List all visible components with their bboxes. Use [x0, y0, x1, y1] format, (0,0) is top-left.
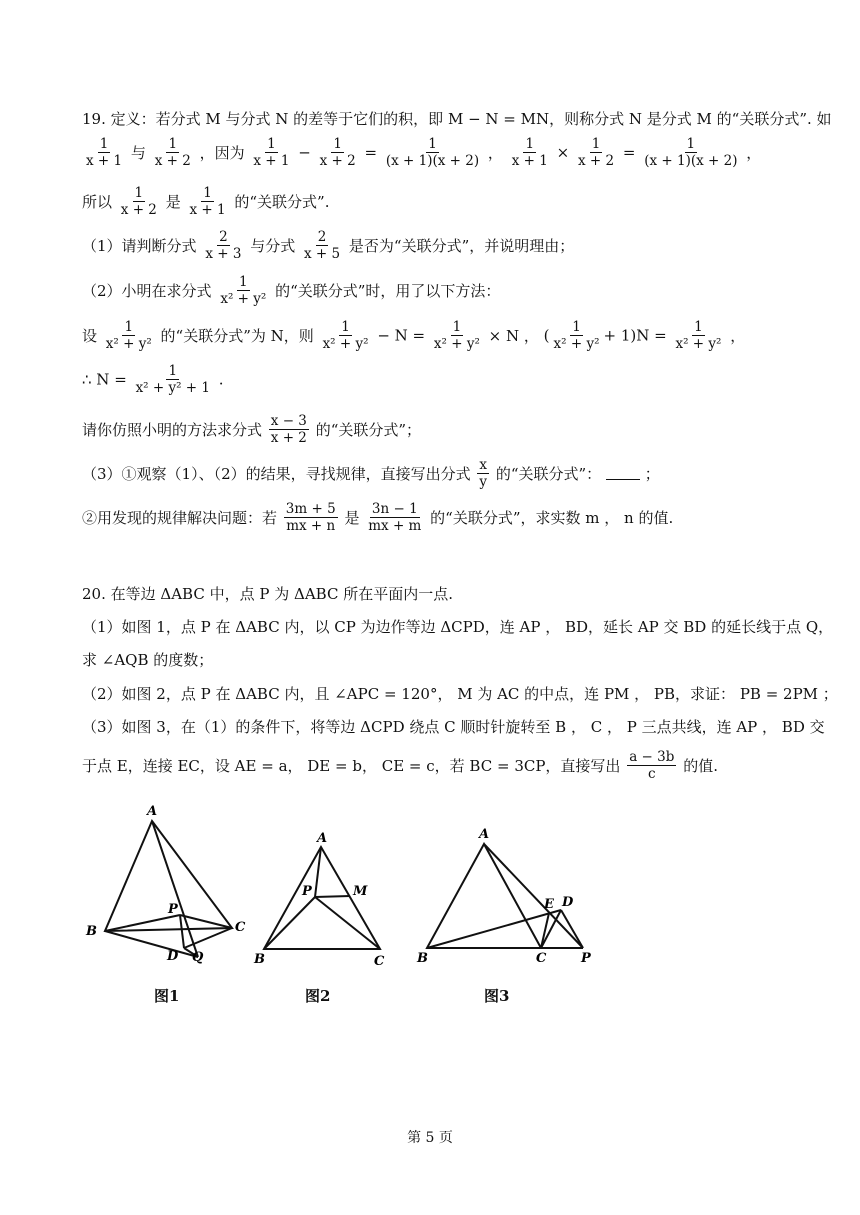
fraction: $\frac{1}{x + 1}$ — [189, 185, 226, 219]
fraction: $\frac{1}{x + 1}$ — [511, 136, 548, 170]
q19-therefore: ∴ N = $\frac{1}{\text{x² + y² + 1}}$ . — [82, 363, 224, 397]
q19-so-line: 所以 $\frac{1}{x + 2}$ 是 $\frac{1}{x + 1}$ 的“关联分式”. — [82, 185, 330, 219]
fraction: $\frac{x}{y}$ — [479, 457, 488, 491]
fraction: $\frac{1}{(x + 1)(x + 2)}$ — [385, 136, 480, 170]
fig1-label-p: P — [168, 902, 178, 917]
fig1-label-a: A — [147, 804, 158, 819]
fraction: $\frac{1}{\text{x² + y²}}$ — [105, 319, 152, 353]
fraction: $\frac{1}{x + 2}$ — [319, 136, 356, 170]
fig3-label-c: C — [536, 951, 547, 966]
fraction: $\frac{1}{\text{x² + y²}}$ — [322, 319, 369, 353]
fraction: $\frac{3n - 1}{mx + m}$ — [368, 501, 422, 535]
fraction: $\frac{1}{x + 2}$ — [120, 185, 157, 219]
page-number: 第 5 页 — [407, 1130, 453, 1146]
q20-part3b: 于点 E，连接 EC，设 AE = a， DE = b， CE = c，若 BC = 3CP，直接写出 $\frac{a - 3b}{c}$ 的值. — [82, 749, 718, 783]
fraction: $\frac{1}{x + 2}$ — [154, 136, 191, 170]
q19-part3b: ②用发现的规律解决问题：若 $\frac{3m + 5}{mx + n}$ 是 $\frac{3n - 1}{mx + m}$ 的“关联分式”，求实数 m ， n 的值. — [82, 501, 674, 535]
q19-imitate: 请你仿照小明的方法求分式 $\frac{x - 3}{x + 2}$ 的“关联分式”； — [82, 413, 422, 447]
fraction: $\frac{1}{\text{x² + y²}}$ — [220, 274, 267, 308]
fig3-label-p: P — [581, 951, 591, 966]
figure-3-caption: 图3 — [484, 987, 510, 1005]
fraction: $\frac{3m + 5}{mx + n}$ — [285, 501, 336, 535]
fraction: $\frac{1}{x + 1}$ — [253, 136, 290, 170]
fig3-label-a: A — [479, 827, 490, 842]
fraction: $\frac{1}{\text{x² + y² + 1}}$ — [135, 363, 211, 397]
q19-part2: （2）小明在求分式 $\frac{1}{\text{x² + y²}}$ 的“关联分式”时，用了以下方法： — [82, 274, 501, 308]
fig3-label-b: B — [417, 951, 428, 966]
q20-part2: （2）如图 2，点 P 在 ΔABC 内，且 ∠APC = 120°， M 为 AC 的中点，连 PM ， PB，求证： PB = 2PM ； — [82, 685, 838, 703]
fraction: $\frac{1}{\text{x² + y²}}$ — [675, 319, 722, 353]
fraction: $\frac{1}{(x + 1)(x + 2)}$ — [644, 136, 738, 170]
figure-3-diagram — [405, 820, 605, 970]
fig3-label-d: D — [562, 895, 574, 910]
figure-1-diagram — [80, 795, 250, 975]
fig1-label-d: D — [167, 949, 179, 964]
q19-set-line: 设 $\frac{1}{\text{x² + y²}}$ 的“关联分式”为 N，则 $\frac{1}{\text{x² + y²}}$ − N = $\frac{1}{\text{x² + y²}}$ × N ， ( $\frac{1}{\text{x² + y²}}$ + 1)N = $\frac{1}{\text{x² + y²}}$ ， — [82, 319, 746, 353]
figure-2-diagram — [250, 825, 400, 970]
figure-2-caption: 图2 — [305, 987, 331, 1005]
fig3-label-e: E — [544, 897, 554, 912]
q20-part1b: 求 ∠AQB 的度数； — [82, 651, 214, 669]
fraction: $\frac{1}{x + 1}$ — [86, 136, 123, 170]
fraction: $\frac{2}{x + 5}$ — [304, 229, 341, 263]
q20-title: 20. 在等边 ΔABC 中，点 P 为 ΔABC 所在平面内一点. — [82, 585, 453, 603]
fig2-label-m: M — [353, 884, 368, 899]
fig1-label-q: Q — [192, 950, 204, 965]
q20-part1: （1）如图 1，点 P 在 ΔABC 内，以 CP 为边作等边 ΔCPD，连 AP ， BD，延长 AP 交 BD 的延长线于点 Q， — [82, 618, 834, 636]
q19-part1: （1）请判断分式 $\frac{2}{x + 3}$ 与分式 $\frac{2}{x + 5}$ 是否为“关联分式”，并说明理由； — [82, 229, 575, 263]
fig2-label-p: P — [302, 884, 312, 899]
fig2-label-b: B — [254, 952, 265, 967]
fig2-label-a: A — [317, 831, 328, 846]
answer-blank — [606, 467, 640, 480]
fraction: $\frac{x - 3}{x + 2}$ — [270, 413, 307, 447]
fraction: $\frac{2}{x + 3}$ — [205, 229, 242, 263]
q20-part3: （3）如图 3，在（1）的条件下，将等边 ΔCPD 绕点 C 顺时针旋转至 B ， C ， P 三点共线，连 AP ， BD 交 — [82, 718, 825, 736]
fraction: $\frac{1}{\text{x² + y²}}$ — [433, 319, 480, 353]
fig2-label-c: C — [374, 954, 385, 969]
fraction: $\frac{1}{x + 2}$ — [577, 136, 615, 170]
fraction: $\frac{a - 3b}{c}$ — [629, 749, 675, 783]
q19-title: 19. 定义：若分式 M 与分式 N 的差等于它们的积，即 M − N = MN，则称分式 N 是分式 M 的“关联分式”. 如 — [82, 110, 832, 128]
fig1-label-c: C — [235, 920, 246, 935]
fraction: $\frac{1}{\text{x² + y²}}$ — [553, 319, 600, 353]
figure-1-caption: 图1 — [154, 987, 180, 1005]
q19-example-line: $\frac{1}{x + 1}$ 与 $\frac{1}{x + 2}$ ，因为 $\frac{1}{x + 1}$ − $\frac{1}{x + 2}$ = $\frac{1}{(x + 1)(x + 2)}$ ， $\frac{1}{x + 1}$ × $\frac{1}{x + 2}$ = $\frac{1}{(x + 1)(x + 2)}$ ， — [86, 136, 762, 170]
fig1-label-b: B — [86, 924, 97, 939]
q19-part3: （3）①观察（1）、（2）的结果，寻找规律，直接写出分式 $\frac{x}{y}$ 的“关联分式”： ； — [82, 457, 660, 491]
